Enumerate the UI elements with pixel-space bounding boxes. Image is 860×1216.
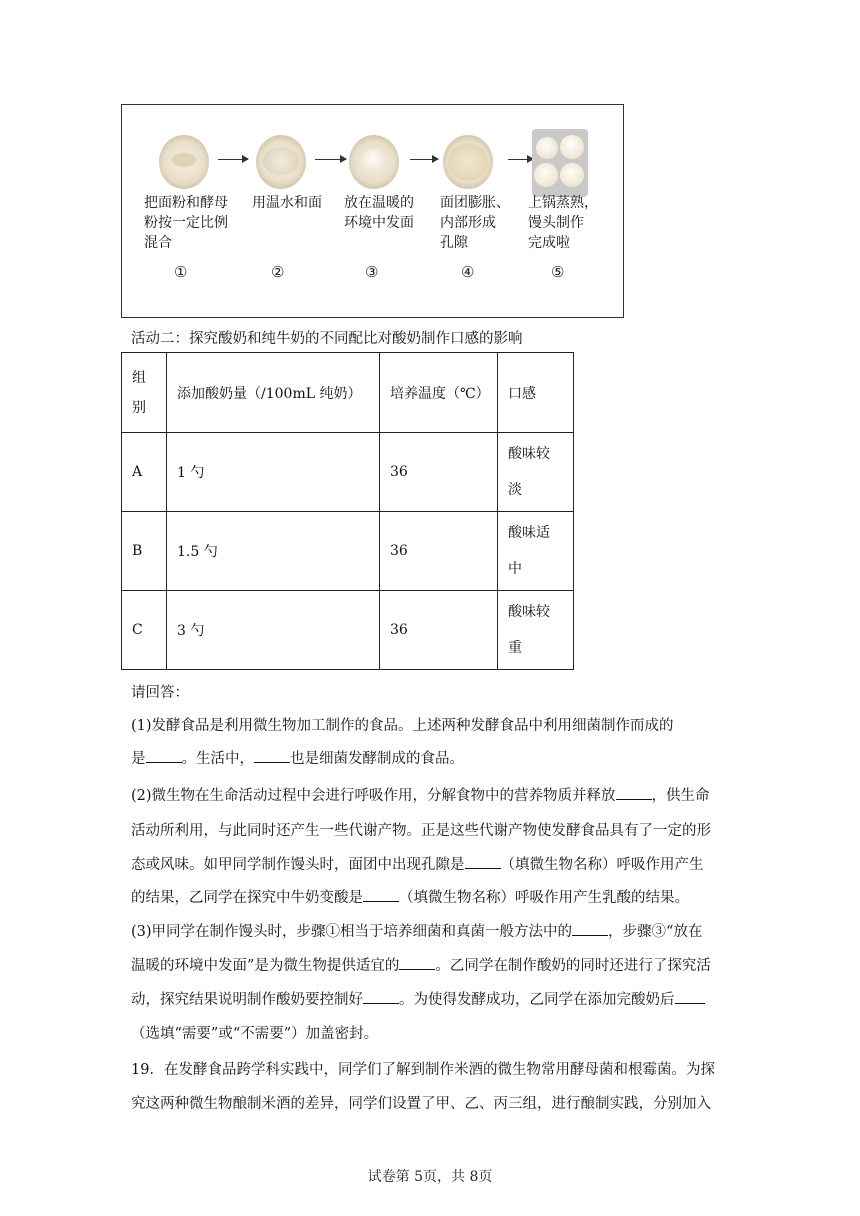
step2-number: ② xyxy=(271,263,285,281)
q3-line2: 温暖的环境中发面”是为微生物提供适宜的 。乙同学在制作酸奶的同时还进行了探究活 xyxy=(131,954,711,975)
cell-temperature: 36 xyxy=(380,512,498,591)
process-figure xyxy=(121,104,624,318)
header-temperature: 培养温度（℃） xyxy=(380,353,498,433)
header-group: 组 别 xyxy=(122,353,167,433)
step5-label: 上锅蒸熟， 馒头制作 完成啦 xyxy=(528,195,598,251)
step3-photo xyxy=(346,129,402,197)
q3-line1: (3)甲同学在制作馒头时，步骤①相当于培养细菌和真菌一般方法中的 ，步骤③“放在 xyxy=(131,920,702,941)
step4-number: ④ xyxy=(461,263,475,281)
table-row xyxy=(122,591,574,670)
results-table xyxy=(121,352,574,670)
cell-group: B xyxy=(122,512,167,591)
answer-blank[interactable] xyxy=(616,785,652,800)
step1-photo xyxy=(156,129,212,197)
answer-blank[interactable] xyxy=(254,748,290,763)
q2-line4: 的结果，乙同学在探究中牛奶变酸是 （填微生物名称）呼吸作用产生乳酸的结果。 xyxy=(131,886,689,907)
arrow-icon xyxy=(508,159,533,160)
answer-blank[interactable] xyxy=(465,854,501,869)
q3-line3: 动，探究结果说明制作酸奶要控制好 。为使得发酵成功，乙同学在添加完酸奶后 xyxy=(131,988,705,1009)
cell-taste: 酸味较 淡 xyxy=(498,433,574,512)
cell-amount: 3 勺 xyxy=(167,591,380,670)
answer-blank[interactable] xyxy=(363,887,399,902)
answer-blank[interactable] xyxy=(363,989,399,1004)
prompt: 请回答： xyxy=(131,685,189,701)
header-taste: 口感 xyxy=(498,353,574,433)
activity2-title: 活动二：探究酸奶和纯牛奶的不同配比对酸奶制作口感的影响 xyxy=(131,331,523,347)
table-row xyxy=(122,433,574,512)
q19-line2: 究这两种微生物酿制米酒的差异，同学们设置了甲、乙、丙三组，进行酿制实践，分别加入 xyxy=(131,1096,711,1112)
cell-taste: 酸味较 重 xyxy=(498,591,574,670)
q2-line2: 活动所利用，与此同时还产生一些代谢产物。正是这些代谢产物使发酵食品具有了一定的形 xyxy=(131,823,711,839)
arrow-icon xyxy=(218,159,248,160)
arrow-icon xyxy=(410,159,438,160)
step3-label: 放在温暖的 环境中发面 xyxy=(344,195,414,231)
q1-line2: 是 。生活中， 也是细菌发酵制成的食品。 xyxy=(131,747,464,768)
answer-blank[interactable] xyxy=(675,989,705,1004)
step5-number: ⑤ xyxy=(551,263,565,281)
cell-taste: 酸味适 中 xyxy=(498,512,574,591)
q1-line1: (1)发酵食品是利用微生物加工制作的食品。上述两种发酵食品中利用细菌制作而成的 xyxy=(131,718,674,734)
cell-temperature: 36 xyxy=(380,591,498,670)
q2-line3: 态或风味。如甲同学制作馒头时，面团中出现孔隙是 （填微生物名称）呼吸作用产生 xyxy=(131,853,731,874)
step1-label: 把面粉和酵母 粉按一定比例 混合 xyxy=(144,195,228,251)
q2-line1: (2)微生物在生命活动过程中会进行呼吸作用，分解食物中的营养物质并释放 ，供生命 xyxy=(131,784,710,805)
q3-line4: （选填“需要”或“不需要”）加盖密封。 xyxy=(131,1026,379,1042)
table-header-row xyxy=(122,353,574,433)
answer-blank[interactable] xyxy=(572,921,608,936)
cell-temperature: 36 xyxy=(380,433,498,512)
step2-photo xyxy=(253,129,309,197)
step3-number: ③ xyxy=(365,263,379,281)
cell-group: C xyxy=(122,591,167,670)
step2-label: 用温水和面 xyxy=(252,195,322,211)
table-row xyxy=(122,512,574,591)
header-yogurt-amount: 添加酸奶量（/100mL 纯奶） xyxy=(167,353,380,433)
cell-amount: 1.5 勺 xyxy=(167,512,380,591)
step4-label: 面团膨胀、 内部形成 孔隙 xyxy=(440,195,510,251)
step4-photo xyxy=(440,129,496,197)
arrow-icon xyxy=(315,159,346,160)
step5-photo xyxy=(532,129,588,197)
step1-number: ① xyxy=(174,263,188,281)
answer-blank[interactable] xyxy=(146,748,182,763)
answer-blank[interactable] xyxy=(399,955,435,970)
q19-line1: 19．在发酵食品跨学科实践中，同学们了解到制作米酒的微生物常用酵母菌和根霉菌。为探 xyxy=(131,1062,715,1078)
cell-amount: 1 勺 xyxy=(167,433,380,512)
page-footer: 试卷第 5页，共 8页 xyxy=(367,1169,493,1185)
cell-group: A xyxy=(122,433,167,512)
